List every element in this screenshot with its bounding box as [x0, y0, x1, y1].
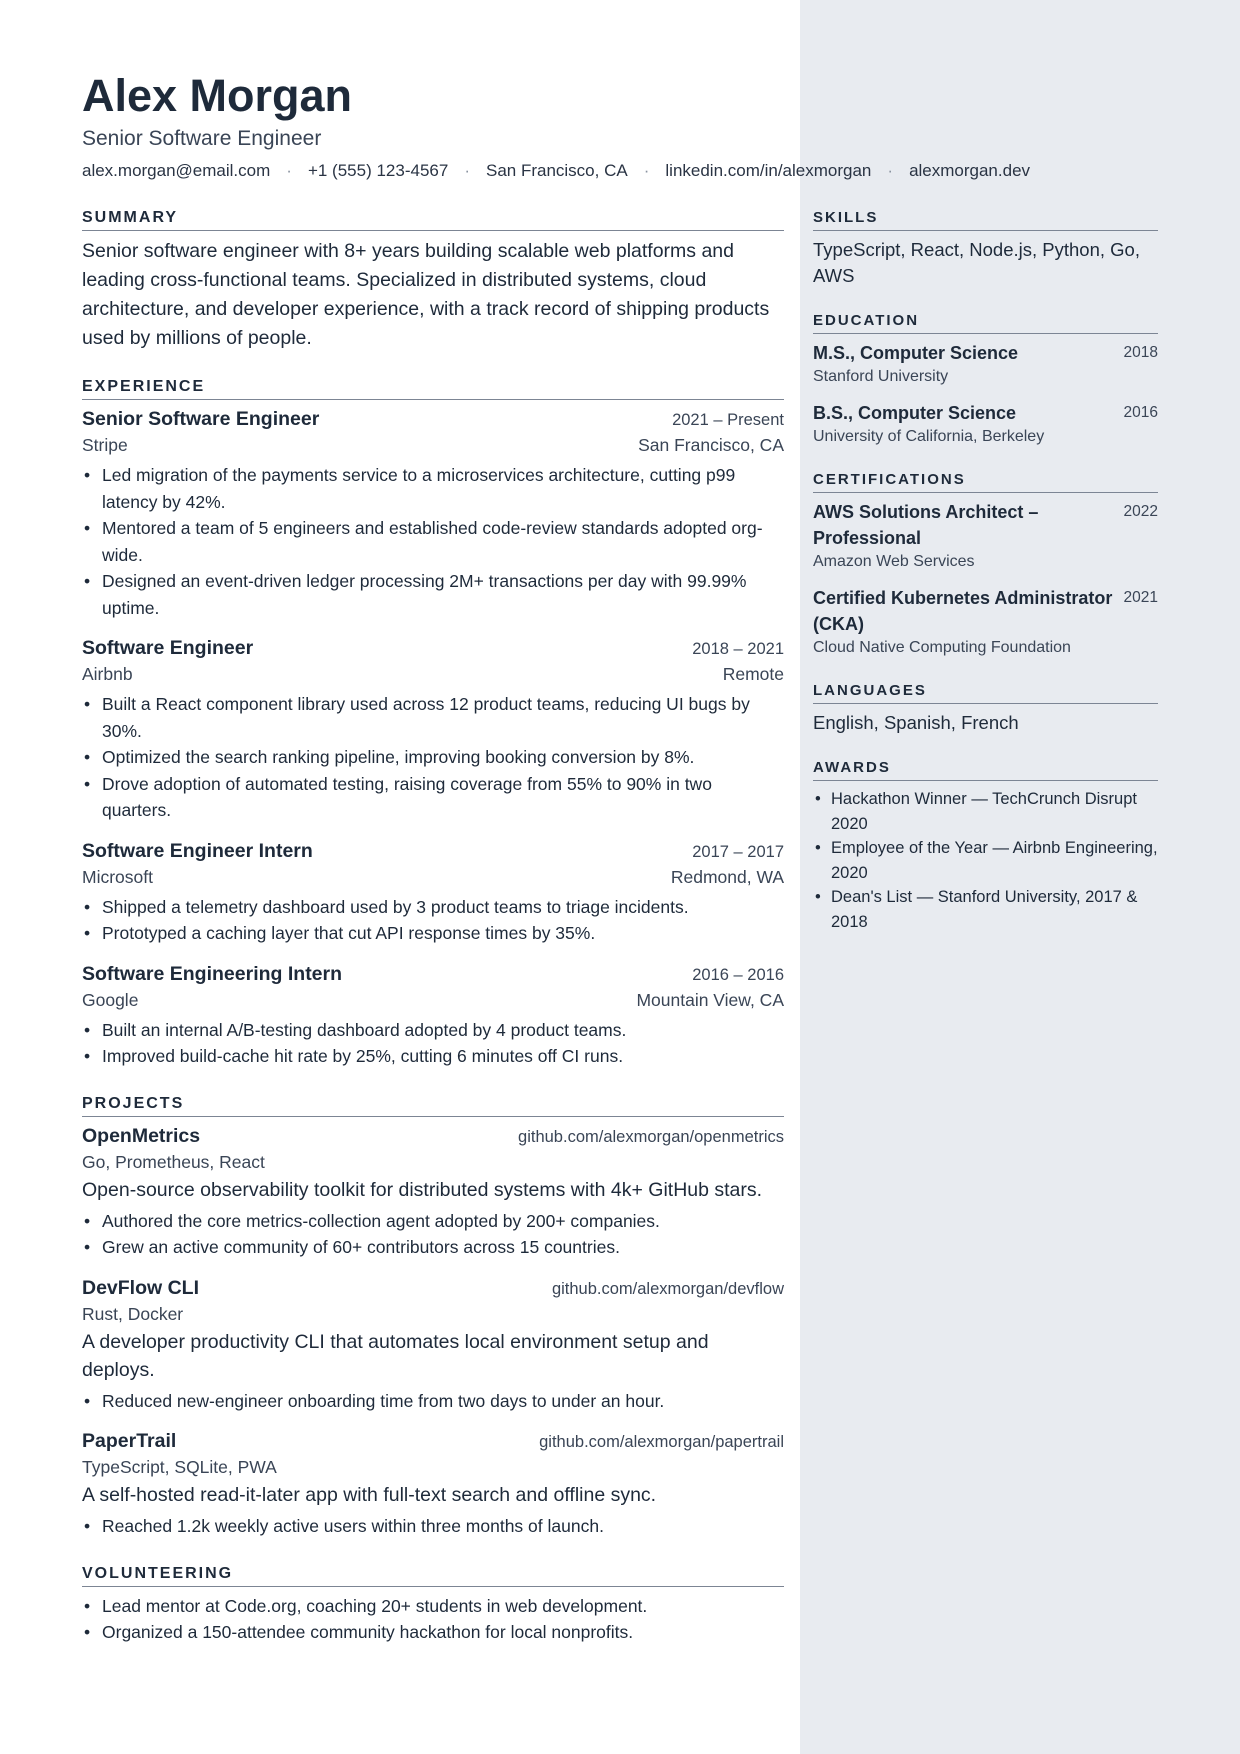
job-company: Airbnb	[82, 664, 133, 684]
summary-section	[82, 208, 784, 353]
project-tech: Go, Prometheus, React	[82, 1151, 265, 1172]
contact-linkedin[interactable]: linkedin.com/in/alexmorgan	[665, 161, 872, 180]
project-entry	[82, 1275, 784, 1415]
bullet-item: • Mentored a team of 5 engineers and established code-review standards adopted org-wide.	[82, 515, 784, 568]
project-link[interactable]: github.com/alexmorgan/papertrail	[539, 1433, 784, 1451]
section-heading: SKILLS	[813, 208, 1158, 231]
certification-year: 2022	[1123, 503, 1158, 520]
job-entry	[82, 838, 784, 947]
section-heading: CERTIFICATIONS	[813, 470, 1158, 493]
candidate-title: Senior Software Engineer	[82, 127, 322, 150]
certification-name: AWS Solutions Architect – Professional	[813, 502, 1039, 548]
job-dates: 2016 – 2016	[692, 965, 784, 984]
languages-section	[813, 681, 1158, 736]
project-bullets	[82, 1208, 784, 1261]
volunteering-bullets	[82, 1593, 784, 1646]
job-entry	[82, 635, 784, 824]
project-description: A developer productivity CLI that automates local environment setup and deploys.	[82, 1330, 709, 1381]
bullet-item: • Employee of the Year — Airbnb Engineering, 2020	[813, 836, 1158, 885]
bullet-item: • Organized a 150-attendee community hackathon for local nonprofits.	[82, 1619, 784, 1646]
contact-phone[interactable]: +1 (555) 123-4567	[307, 161, 449, 180]
certification-name: Certified Kubernetes Administrator (CKA)	[813, 588, 1113, 634]
sidebar-column	[813, 208, 1158, 956]
bullet-item: • Built a React component library used across 12 product teams, reducing UI bugs by 30%.	[82, 691, 784, 744]
job-bullets	[82, 1017, 784, 1070]
volunteering-section	[82, 1564, 784, 1646]
degree-year: 2016	[1123, 404, 1158, 421]
bullet-item: • Shipped a telemetry dashboard used by 3 product teams to triage incidents.	[82, 894, 784, 921]
certification-issuer: Cloud Native Computing Foundation	[813, 639, 1071, 656]
contact-line	[82, 160, 1182, 182]
job-title: Software Engineer	[82, 637, 254, 659]
school-name: Stanford University	[813, 368, 949, 385]
contact-separator: ·	[286, 161, 292, 180]
main-column	[82, 208, 784, 1670]
degree-name: M.S., Computer Science	[813, 343, 1019, 363]
job-company: Stripe	[82, 435, 128, 455]
resume-header	[82, 70, 1182, 182]
section-heading: EXPERIENCE	[82, 377, 784, 400]
projects-section	[82, 1094, 784, 1540]
contact-email[interactable]: alex.morgan@email.com	[82, 161, 271, 180]
skills-section	[813, 208, 1158, 289]
experience-section	[82, 377, 784, 1070]
section-heading: SUMMARY	[82, 208, 784, 231]
bullet-item: • Improved build-cache hit rate by 25%, cutting 6 minutes off CI runs.	[82, 1043, 784, 1070]
job-company: Microsoft	[82, 866, 153, 887]
job-location: Redmond, WA	[670, 866, 784, 887]
degree-year: 2018	[1123, 344, 1158, 361]
section-heading: VOLUNTEERING	[82, 1564, 784, 1587]
bullet-item: • Prototyped a caching layer that cut API response times by 35%.	[82, 920, 784, 947]
job-dates: 2018 – 2021	[692, 640, 784, 658]
job-company: Google	[82, 989, 139, 1010]
job-entry	[82, 406, 784, 621]
contact-separator: ·	[643, 161, 650, 180]
languages-text: English, Spanish, French	[813, 712, 1019, 733]
bullet-item: • Led migration of the payments service to a microservices architecture, cutting p99 latency by 42%.	[82, 462, 784, 515]
contact-separator: ·	[464, 161, 470, 180]
certifications-section	[813, 470, 1158, 659]
job-title: Software Engineer Intern	[82, 839, 313, 862]
certification-year: 2021	[1123, 589, 1158, 606]
certification-entry	[813, 499, 1158, 573]
summary-text: Senior software engineer with 8+ years building scalable web platforms and leading cross-functional teams. Specialized in distributed systems, cloud architecture, and developer experience, with a track record of shipping products used by millions of people.	[82, 240, 770, 349]
job-location: San Francisco, CA	[638, 435, 784, 455]
job-bullets	[82, 894, 784, 947]
bullet-item: • Dean's List — Stanford University, 2017 & 2018	[813, 885, 1158, 934]
bullet-item: • Reached 1.2k weekly active users within three months of launch.	[82, 1513, 784, 1540]
project-tech: Rust, Docker	[82, 1303, 184, 1324]
certification-issuer: Amazon Web Services	[813, 553, 975, 570]
section-heading: AWARDS	[813, 758, 1158, 781]
awards-section	[813, 758, 1158, 934]
project-bullets	[82, 1513, 784, 1540]
bullet-item: • Authored the core metrics-collection agent adopted by 200+ companies.	[82, 1208, 784, 1235]
project-bullets	[82, 1388, 784, 1415]
degree-name: B.S., Computer Science	[813, 403, 1017, 423]
skills-text: TypeScript, React, Node.js, Python, Go, AWS	[813, 239, 1140, 286]
section-heading: LANGUAGES	[813, 681, 1158, 704]
bullet-item: • Hackathon Winner — TechCrunch Disrupt 2020	[813, 787, 1158, 836]
project-description: Open-source observability toolkit for distributed systems with 4k+ GitHub stars.	[82, 1178, 763, 1201]
education-entry	[813, 340, 1158, 388]
project-link[interactable]: github.com/alexmorgan/openmetrics	[518, 1127, 784, 1146]
bullet-item: • Reduced new-engineer onboarding time from two days to under an hour.	[82, 1388, 784, 1415]
job-title: Software Engineering Intern	[82, 962, 343, 985]
bullet-item: • Lead mentor at Code.org, coaching 20+ students in web development.	[82, 1593, 784, 1620]
job-bullets	[82, 462, 784, 621]
bullet-item: • Optimized the search ranking pipeline, improving booking conversion by 8%.	[82, 744, 784, 771]
project-link[interactable]: github.com/alexmorgan/devflow	[551, 1279, 784, 1298]
job-bullets	[82, 691, 784, 824]
candidate-name: Alex Morgan	[82, 70, 353, 121]
project-entry	[82, 1123, 784, 1261]
bullet-item: • Designed an event-driven ledger processing 2M+ transactions per day with 99.99% uptime.	[82, 568, 784, 621]
bullet-item: • Drove adoption of automated testing, raising coverage from 55% to 90% in two quarters.	[82, 771, 784, 824]
school-name: University of California, Berkeley	[813, 428, 1045, 445]
job-dates: 2021 – Present	[672, 411, 784, 429]
job-location: Remote	[722, 664, 784, 684]
project-name: OpenMetrics	[82, 1124, 201, 1147]
contact-location: San Francisco, CA	[485, 161, 628, 180]
certification-entry	[813, 585, 1158, 659]
project-tech: TypeScript, SQLite, PWA	[82, 1457, 277, 1477]
awards-bullets	[813, 787, 1158, 934]
job-title: Senior Software Engineer	[82, 408, 320, 430]
contact-website[interactable]: alexmorgan.dev	[909, 161, 1031, 180]
job-dates: 2017 – 2017	[692, 842, 784, 861]
education-section	[813, 311, 1158, 448]
bullet-item: • Grew an active community of 60+ contributors across 15 countries.	[82, 1234, 784, 1261]
project-description: A self-hosted read-it-later app with full-text search and offline sync.	[82, 1484, 657, 1506]
project-name: DevFlow CLI	[82, 1276, 200, 1299]
education-entry	[813, 400, 1158, 448]
section-heading: PROJECTS	[82, 1094, 784, 1117]
bullet-item: • Built an internal A/B-testing dashboard adopted by 4 product teams.	[82, 1017, 784, 1044]
job-entry	[82, 961, 784, 1070]
job-location: Mountain View, CA	[636, 989, 784, 1010]
section-heading: EDUCATION	[813, 311, 1158, 334]
contact-separator: ·	[887, 161, 894, 180]
project-entry	[82, 1428, 784, 1540]
project-name: PaperTrail	[82, 1430, 177, 1452]
